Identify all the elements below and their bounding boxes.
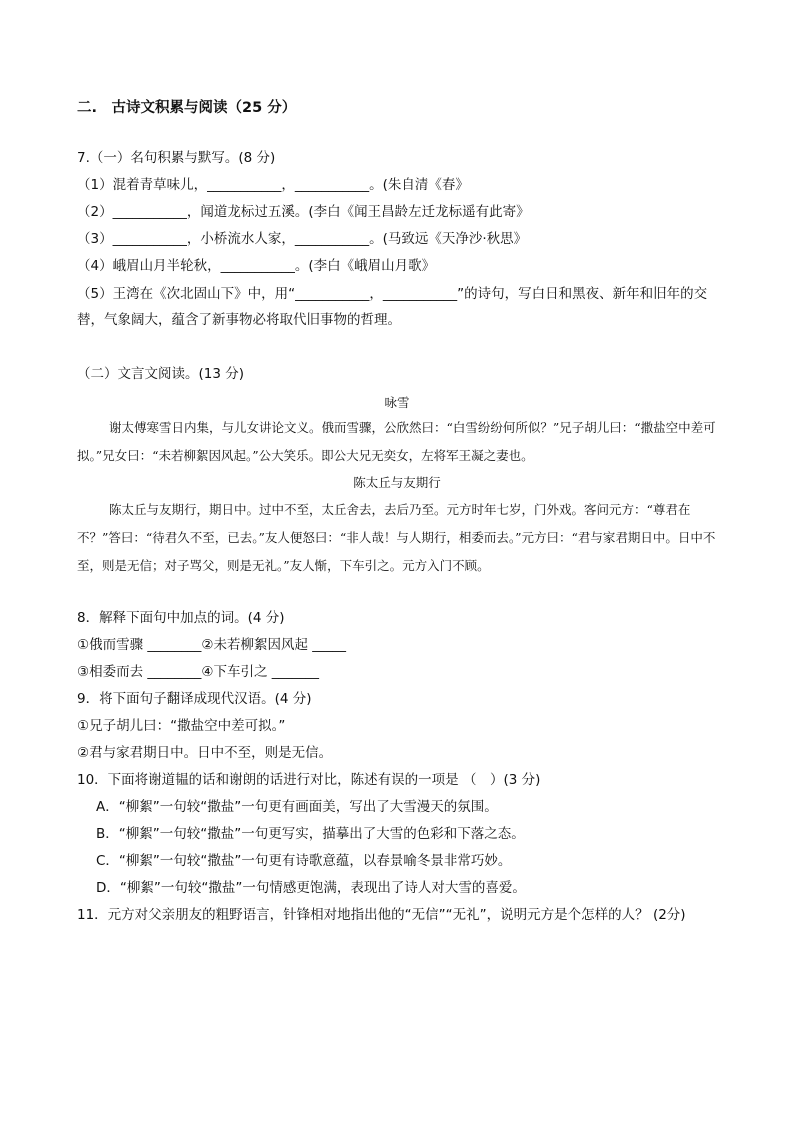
q8-heading: 8．解释下面句中加点的词。(4 分) [77, 610, 285, 626]
q7-item-1: （1）混着青草味儿，___________，___________。(朱自清《春》 [77, 177, 469, 193]
q9-sentence-2: ②君与家君期日中。日中不至，则是无信。 [77, 745, 333, 761]
q10-option-a: A．“柳絮”一句较“撒盐”一句更有画面美，写出了大雪漫天的氛围。 [96, 799, 498, 815]
q9-heading: 9．将下面句子翻译成现代汉语。(4 分) [77, 691, 312, 707]
q7-heading: 7.（一）名句积累与默写。(8 分) [77, 150, 276, 166]
q8-row-2: ③相委而去 ________④下车引之 _______ [77, 664, 320, 680]
q10-option-c: C．“柳絮”一句较“撒盐”一句更有诗歌意蕴，以春景喻冬景非常巧妙。 [96, 853, 512, 869]
q10-heading: 10．下面将谢道韫的话和谢朗的话进行对比，陈述有误的一项是 （ ）(3 分) [77, 772, 541, 788]
text2-title: 陈太丘与友期行 [353, 475, 441, 490]
text2-body: 陈太丘与友期行，期日中。过中不至，太丘舍去，去后乃至。元方时年七岁，门外戏。客问元方：“尊君在不？”答曰：“待君久不至，已去。”友人便怒曰：“非人哉！与人期行，相委而去。”元方曰：“君与家君期日中。日中不至，则是无信；对子骂父，则是无礼。”友人惭，下车引之。元方入门不顾。 [77, 502, 716, 573]
q10-option-d: D．“柳絮”一句较“撒盐”一句情感更饱满，表现出了诗人对大雪的喜爱。 [96, 880, 526, 896]
q7-item-4: （4）峨眉山月半轮秋，___________。(李白《峨眉山月歌》 [77, 258, 436, 274]
q7-item-3: （3）___________，小桥流水人家，___________。(马致远《天净沙·秋思》 [77, 231, 528, 247]
q7-item-5: （5）王湾在《次北固山下》中，用“___________，___________”的诗句，写白日和黑夜、新年和旧年的交替，气象阔大，蕴含了新事物必将取代旧事物的哲理。 [77, 286, 708, 328]
part2-heading: （二）文言文阅读。(13 分) [77, 366, 245, 382]
text1-body: 谢太傅寒雪日内集，与儿女讲论文义。俄而雪骤，公欣然曰：“白雪纷纷何所似？”兄子胡儿曰：“撒盐空中差可拟。”兄女曰：“未若柳絮因风起。”公大笑乐。即公大兄无奕女，左将军王凝之妻也。 [77, 420, 716, 463]
q9-sentence-1: ①兄子胡儿曰：“撒盐空中差可拟。” [77, 718, 286, 734]
q10-option-b: B．“柳絮”一句较“撒盐”一句更写实，描摹出了大雪的色彩和下落之态。 [96, 826, 525, 842]
q8-row-1: ①俄而雪骤 ________②未若柳絮因风起 _____ [77, 637, 347, 653]
section-title: 二. 古诗文积累与阅读（25 分） [77, 100, 297, 116]
text1-title: 咏雪 [384, 395, 410, 410]
q7-item-2: （2）___________，闻道龙标过五溪。(李白《闻王昌龄左迁龙标遥有此寄》 [77, 204, 530, 220]
q11-heading: 11．元方对父亲朋友的粗野语言，针锋相对地指出他的“无信”“无礼”，说明元方是个怎样的人？ (2分) [77, 907, 686, 923]
